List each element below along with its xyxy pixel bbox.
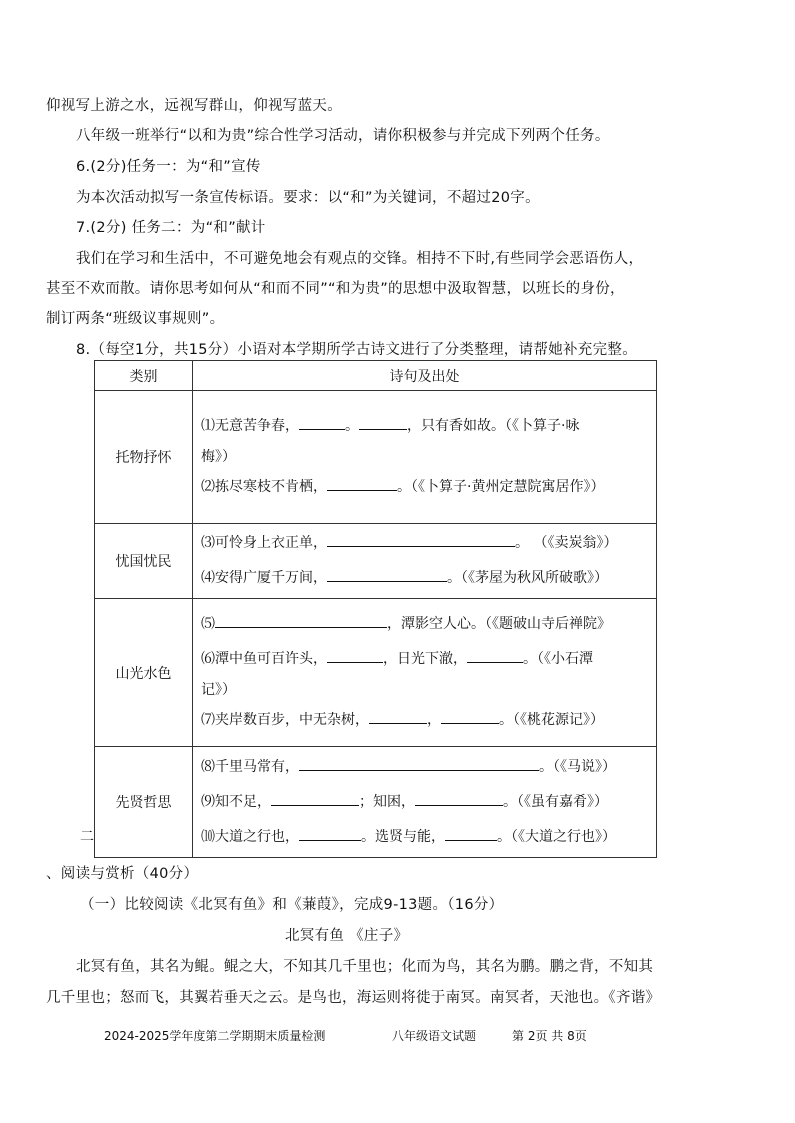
passage-line-1: 北冥有鱼，其名为鲲。鲲之大，不知其几千里也；化而为鸟，其名为鹏。鹏之背，不知其 xyxy=(76,959,654,975)
q6-body: 为本次活动拟写一条宣传标语。要求：以“和”为关键词，不超过20字。 xyxy=(76,190,540,206)
answer-blank[interactable] xyxy=(327,532,515,547)
list-item: ⑵拣尽寒枝不肯栖， 。（《卜算子·黄州定慧院寓居作》） xyxy=(201,470,656,505)
passage-line-2: 几千里也；怒而飞，其翼若垂天之云。是鸟也，海运则将徙于南冥。南冥者，天池也。《齐谐》 xyxy=(46,990,661,1006)
table-row xyxy=(95,524,657,599)
answer-blank[interactable] xyxy=(327,567,447,582)
table-header-row xyxy=(95,361,657,391)
answer-blank[interactable] xyxy=(299,756,539,771)
list-item-continued: 梅》） xyxy=(201,449,236,465)
answer-blank[interactable] xyxy=(467,648,523,663)
footer-subject: 八年级语文试题 xyxy=(392,1029,477,1043)
q7-title: 7.(2分) 任务二：为“和”献计 xyxy=(76,220,266,236)
list-item: ⑻千里马常有， 。（《马说》） xyxy=(201,750,656,785)
table-row xyxy=(95,391,657,524)
section2-mark: 二 xyxy=(80,829,94,845)
q7-body-3: 制订两条“班级议事规则”。 xyxy=(46,311,225,327)
list-item: ⑹潭中鱼可百许头， ，日光下澈， 。（《小石潭 xyxy=(201,642,656,677)
intro-line: 仰视写上游之水，远视写群山，仰视写蓝天。 xyxy=(46,98,342,114)
answer-blank[interactable] xyxy=(359,415,407,430)
list-item: ⑴无意苦争春， 。 ，只有香如故。（《卜算子·咏 xyxy=(201,409,656,444)
header-poems: 诗句及出处 xyxy=(193,361,657,391)
header-category: 类别 xyxy=(95,361,193,391)
answer-blank[interactable] xyxy=(415,791,503,806)
poem-table xyxy=(94,360,657,858)
list-item: ⑺夹岸数百步，中无杂树， ， 。（《桃花源记》） xyxy=(201,703,656,738)
answer-blank[interactable] xyxy=(369,709,427,724)
table-row xyxy=(95,747,657,858)
q8-title: 8.（每空1分，共15分）小语对本学期所学古诗文进行了分类整理，请帮她补充完整。 xyxy=(76,342,638,358)
answer-blank[interactable] xyxy=(271,791,359,806)
category-cell: 忧国忧民 xyxy=(95,524,193,599)
category-cell: 托物抒怀 xyxy=(95,391,193,524)
footer-page: 第 2页 共 8页 xyxy=(512,1029,587,1043)
activity-intro: 八年级一班举行“以和为贵”综合性学习活动，请你积极参与并完成下列两个任务。 xyxy=(76,128,610,144)
answer-blank[interactable] xyxy=(445,826,497,841)
table-row xyxy=(95,599,657,747)
list-item: ⑽大道之行也， 。选贤与能， 。（《大道之行也》） xyxy=(201,820,656,855)
answer-blank[interactable] xyxy=(299,415,345,430)
answer-blank[interactable] xyxy=(299,826,361,841)
list-item: ⑼知不足， ；知困， 。（《虽有嘉肴》） xyxy=(201,785,656,820)
q7-body-2: 甚至不欢而散。请你思考如何从“和而不同”“和为贵”的思想中汲取智慧，以班长的身份， xyxy=(46,281,625,297)
list-item: ⑸ ，潭影空人心。（《题破山寺后禅院》 xyxy=(201,607,656,642)
section2-title: 、阅读与赏析（40分） xyxy=(46,866,199,882)
category-cell: 山光水色 xyxy=(95,599,193,747)
list-item-continued: 记》） xyxy=(201,682,236,698)
answer-blank[interactable] xyxy=(327,476,397,491)
part1-title: （一）比较阅读《北冥有鱼》和《蒹葭》，完成9-13题。（16分） xyxy=(80,897,504,913)
answer-blank[interactable] xyxy=(215,613,387,628)
list-item: ⑷安得广厦千万间， 。（《茅屋为秋风所破歌》） xyxy=(201,561,656,596)
list-item: ⑶可怜身上衣正单， 。 （《卖炭翁》） xyxy=(201,526,656,561)
answer-blank[interactable] xyxy=(327,648,383,663)
answer-blank[interactable] xyxy=(441,709,499,724)
q7-body-1: 我们在学习和生活中，不可避免地会有观点的交锋。相持不下时,有些同学会恶语伤人， xyxy=(76,251,644,267)
category-cell: 先贤哲思 xyxy=(95,747,193,858)
passage-title: 北冥有鱼 《庄子》 xyxy=(285,928,409,944)
footer-exam: 2024-2025学年度第二学期期末质量检测 xyxy=(104,1029,326,1043)
q6-title: 6.(2分)任务一：为“和”宣传 xyxy=(76,159,261,175)
